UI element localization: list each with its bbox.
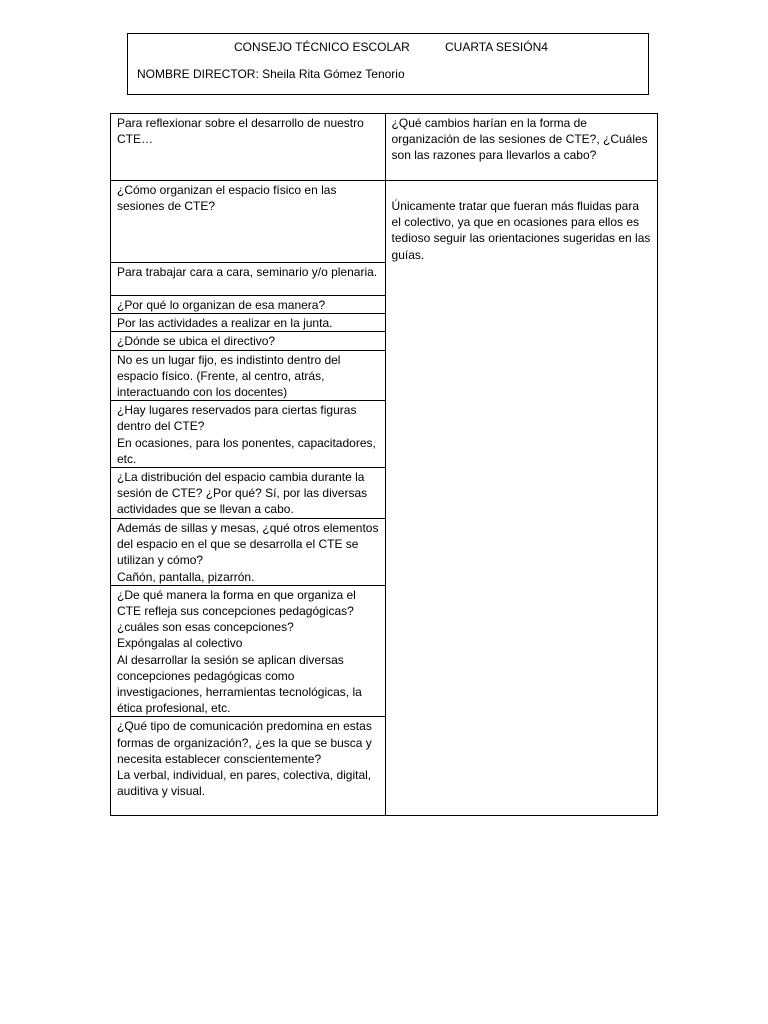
reflection-table xyxy=(110,113,658,816)
table-cell: Para trabajar cara a cara, seminario y/o plenaria. xyxy=(111,263,386,296)
session-title: CUARTA SESIÓN4 xyxy=(445,40,548,54)
table-cell: ¿Cómo organizan el espacio físico en las sesiones de CTE? xyxy=(111,181,386,263)
table-cell: ¿Hay lugares reservados para ciertas figuras dentro del CTE? En ocasiones, para los ponentes, capacitadores, etc. xyxy=(111,401,386,468)
table-cell: No es un lugar fijo, es indistinto dentro del espacio físico. (Frente, al centro, atrás, interactuando con los docentes) xyxy=(111,350,386,401)
header-box xyxy=(127,33,649,95)
table-cell: ¿De qué manera la forma en que organiza el CTE refleja sus concepciones pedagógicas? ¿cuáles son esas concepciones? Expóngalas al colectivo Al desarrollar la sesión se aplican diversas concepciones pedagógicas como investigaciones, herramientas tecnológicas, la ética profesional, etc. xyxy=(111,585,386,717)
changes-question-cell: ¿Qué cambios harían en la forma de organización de las sesiones de CTE?, ¿Cuáles son las razones para llevarlos a cabo? xyxy=(385,114,657,181)
table-row xyxy=(111,181,658,263)
changes-answer-text: Únicamente tratar que fueran más fluidas para el colectivo, ya que en ocasiones para ellos es tedioso seguir las orientaciones sugeridas en las guías. xyxy=(391,199,651,262)
table-cell: ¿La distribución del espacio cambia durante la sesión de CTE? ¿Por qué? Sí, por las diversas actividades que se llevan a cabo. xyxy=(111,468,386,519)
table-cell: Por las actividades a realizar en la junta. xyxy=(111,314,386,332)
table-cell: ¿Por qué lo organizan de esa manera? xyxy=(111,296,386,314)
table-cell: ¿Dónde se ubica el directivo? xyxy=(111,332,386,350)
table-cell: ¿Qué tipo de comunicación predomina en estas formas de organización?, ¿es la que se busca y necesita establecer conscientemente? La verbal, individual, en pares, colectiva, digital, auditiva y visual. xyxy=(111,717,386,816)
director-name: NOMBRE DIRECTOR: Sheila Rita Gómez Tenorio xyxy=(137,67,405,81)
intro-question-cell: Para reflexionar sobre el desarrollo de nuestro CTE… xyxy=(111,114,386,181)
table-row xyxy=(111,114,658,181)
table-cell: Además de sillas y mesas, ¿qué otros elementos del espacio en el que se desarrolla el CTE se utilizan y cómo? Cañón, pantalla, pizarrón. xyxy=(111,519,386,586)
council-title: CONSEJO TÉCNICO ESCOLAR xyxy=(234,40,410,54)
changes-answer-cell xyxy=(385,181,657,816)
